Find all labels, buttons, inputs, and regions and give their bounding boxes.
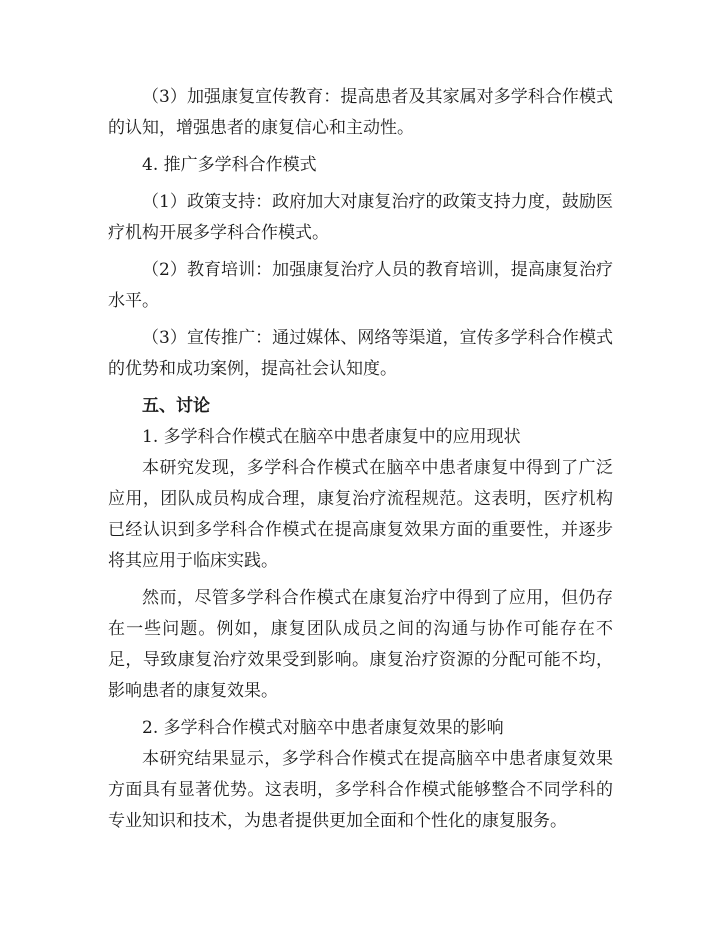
- paragraph-rehab-education: （3）加强康复宣传教育：提高患者及其家属对多学科合作模式的认知，增强患者的康复信心和主动性。: [108, 87, 613, 138]
- subheading-rehab-effect: 2. 多学科合作模式对脑卒中患者康复效果的影响: [142, 718, 504, 738]
- section-heading-discussion: 五、讨论: [142, 396, 210, 416]
- paragraph-policy-support: （1）政策支持：政府加大对康复治疗的政策支持力度，鼓励医疗机构开展多学科合作模式。: [108, 192, 613, 243]
- paragraph-publicity: （3）宣传推广：通过媒体、网络等渠道，宣传多学科合作模式的优势和成功案例，提高社会认知度。: [108, 328, 613, 379]
- paragraph-problems: 然而，尽管多学科合作模式在康复治疗中得到了应用，但仍存在一些问题。例如，康复团队成员之间的沟通与协作可能存在不足，导致康复治疗效果受到影响。康复治疗资源的分配可能不均，影响患者的康复效果。: [108, 588, 613, 701]
- subheading-promote-model: 4. 推广多学科合作模式: [142, 155, 317, 175]
- paragraph-education-training: （2）教育培训：加强康复治疗人员的教育培训，提高康复治疗水平。: [108, 260, 613, 311]
- document-body: [108, 82, 613, 837]
- subheading-application-status: 1. 多学科合作模式在脑卒中患者康复中的应用现状: [142, 427, 521, 447]
- paragraph-results: 本研究结果显示，多学科合作模式在提高脑卒中患者康复效果方面具有显著优势。这表明，多学科合作模式能够整合不同学科的专业知识和技术，为患者提供更加全面和个性化的康复服务。: [108, 749, 613, 831]
- paragraph-findings: 本研究发现，多学科合作模式在脑卒中患者康复中得到了广泛应用，团队成员构成合理，康复治疗流程规范。这表明，医疗机构已经认识到多学科合作模式在提高康复效果方面的重要性，并逐步将其应用于临床实践。: [108, 458, 613, 571]
